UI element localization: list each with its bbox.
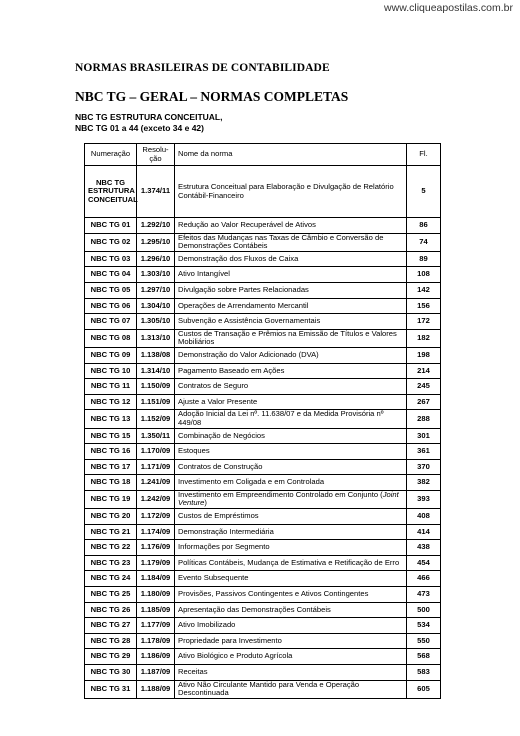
cell-resolucao: 1.305/10 — [137, 314, 175, 330]
cell-resolucao: 1.297/10 — [137, 282, 175, 298]
cell-numeracao: NBC TG ESTRUTURA CONCEITUAL — [85, 166, 137, 218]
cell-resolucao: 1.151/09 — [137, 394, 175, 410]
cell-resolucao: 1.374/11 — [137, 166, 175, 218]
cell-nome — [175, 410, 407, 428]
cell-resolucao: 1.180/09 — [137, 587, 175, 603]
cell-resolucao: 1.150/09 — [137, 379, 175, 395]
cell-resolucao: 1.176/09 — [137, 540, 175, 556]
nome-text: Custos de Empréstimos — [178, 511, 259, 521]
table-row — [85, 602, 441, 618]
cell-numeracao: NBC TG 26 — [85, 602, 137, 618]
table-row — [85, 524, 441, 540]
table-row — [85, 665, 441, 681]
cell-numeracao: NBC TG 06 — [85, 298, 137, 314]
nome-text: Efeitos das Mudanças nas Taxas de Câmbio e Conversão de Demonstrações Contábeis — [178, 232, 384, 251]
cell-fl: 108 — [407, 267, 441, 283]
cell-numeracao: NBC TG 08 — [85, 329, 137, 347]
table-row — [85, 475, 441, 491]
table-row — [85, 347, 441, 363]
cell-fl: 605 — [407, 680, 441, 698]
table-row — [85, 649, 441, 665]
table-row — [85, 379, 441, 395]
table-row — [85, 459, 441, 475]
table-row — [85, 509, 441, 525]
table-row — [85, 444, 441, 460]
cell-resolucao: 1.184/09 — [137, 571, 175, 587]
cell-numeracao: NBC TG 25 — [85, 587, 137, 603]
cell-nome — [175, 428, 407, 444]
cell-nome — [175, 298, 407, 314]
cell-numeracao: NBC TG 21 — [85, 524, 137, 540]
cell-resolucao: 1.177/09 — [137, 618, 175, 634]
cell-nome — [175, 587, 407, 603]
cell-nome — [175, 282, 407, 298]
cell-numeracao: NBC TG 02 — [85, 233, 137, 251]
cell-numeracao: NBC TG 24 — [85, 571, 137, 587]
nome-text: Operações de Arrendamento Mercantil — [178, 300, 309, 310]
nome-text: Propriedade para Investimento — [178, 635, 282, 645]
cell-fl: 414 — [407, 524, 441, 540]
cell-nome — [175, 459, 407, 475]
table-row — [85, 233, 441, 251]
nome-text: Estrutura Conceitual para Elaboração e Divulgação de Relatório Contábil-Financeiro — [178, 181, 394, 200]
cell-fl: 583 — [407, 665, 441, 681]
cell-numeracao: NBC TG 20 — [85, 509, 137, 525]
table-row — [85, 410, 441, 428]
cell-fl: 5 — [407, 166, 441, 218]
cell-numeracao: NBC TG 11 — [85, 379, 137, 395]
cell-fl: 156 — [407, 298, 441, 314]
cell-nome — [175, 394, 407, 410]
table-row — [85, 633, 441, 649]
cell-nome — [175, 314, 407, 330]
cell-numeracao: NBC TG 07 — [85, 314, 137, 330]
cell-resolucao: 1.172/09 — [137, 509, 175, 525]
nome-text: Redução ao Valor Recuperável de Ativos — [178, 220, 316, 229]
standards-table — [84, 143, 441, 699]
cell-numeracao: NBC TG 13 — [85, 410, 137, 428]
nome-text: Ativo Biológico e Produto Agrícola — [178, 651, 293, 661]
nome-text: Receitas — [178, 667, 208, 676]
cell-numeracao: NBC TG 30 — [85, 665, 137, 681]
cell-fl: 301 — [407, 428, 441, 444]
table-row — [85, 571, 441, 587]
nome-text: Políticas Contábeis, Mudança de Estimativa e Retificação de Erro — [178, 557, 400, 567]
cell-numeracao: NBC TG 29 — [85, 649, 137, 665]
cell-fl: 198 — [407, 347, 441, 363]
document-subheading — [75, 112, 222, 134]
table-row — [85, 363, 441, 379]
cell-resolucao: 1.186/09 — [137, 649, 175, 665]
cell-fl: 382 — [407, 475, 441, 491]
cell-numeracao: NBC TG 16 — [85, 444, 137, 460]
nome-text: Adoção Inicial da Lei nº. 11.638/07 e da Medida Provisória nº 449/08 — [178, 409, 384, 427]
cell-numeracao: NBC TG 22 — [85, 540, 137, 556]
cell-numeracao: NBC TG 23 — [85, 555, 137, 571]
cell-numeracao: NBC TG 12 — [85, 394, 137, 410]
cell-resolucao: 1.138/08 — [137, 347, 175, 363]
cell-fl: 267 — [407, 394, 441, 410]
cell-nome — [175, 233, 407, 251]
cell-fl: 408 — [407, 509, 441, 525]
table-row — [85, 587, 441, 603]
cell-nome — [175, 329, 407, 347]
cell-fl: 86 — [407, 218, 441, 234]
cell-resolucao: 1.152/09 — [137, 410, 175, 428]
cell-resolucao: 1.171/09 — [137, 459, 175, 475]
cell-numeracao: NBC TG 05 — [85, 282, 137, 298]
document-heading: NORMAS BRASILEIRAS DE CONTABILIDADE — [75, 62, 330, 74]
cell-resolucao: 1.242/09 — [137, 490, 175, 508]
cell-fl: 454 — [407, 555, 441, 571]
cell-resolucao: 1.350/11 — [137, 428, 175, 444]
cell-resolucao: 1.174/09 — [137, 524, 175, 540]
table-row — [85, 680, 441, 698]
cell-numeracao: NBC TG 28 — [85, 633, 137, 649]
nome-text: Ativo Intangível — [178, 269, 230, 279]
cell-fl: 393 — [407, 490, 441, 508]
cell-nome — [175, 571, 407, 587]
cell-resolucao: 1.241/09 — [137, 475, 175, 491]
table-row — [85, 298, 441, 314]
cell-fl: 473 — [407, 587, 441, 603]
cell-numeracao: NBC TG 01 — [85, 218, 137, 234]
header-numeracao: Numeração — [85, 144, 137, 166]
cell-numeracao: NBC TG 31 — [85, 680, 137, 698]
site-watermark: www.cliqueapostilas.com.br — [384, 2, 513, 14]
table-row — [85, 555, 441, 571]
table-row — [85, 540, 441, 556]
nome-text: Ajuste a Valor Presente — [178, 396, 258, 406]
subheading-line-1: NBC TG ESTRUTURA CONCEITUAL, — [75, 112, 223, 122]
cell-nome — [175, 602, 407, 618]
header-resolucao: Resolu-ção — [137, 144, 175, 166]
cell-fl: 89 — [407, 251, 441, 267]
cell-fl: 550 — [407, 633, 441, 649]
nome-text: Informações por Segmento — [178, 542, 270, 552]
nome-text: Investimento em Coligada e em Controlada — [178, 477, 325, 487]
table-row — [85, 251, 441, 267]
table-row — [85, 329, 441, 347]
cell-nome — [175, 444, 407, 460]
cell-resolucao: 1.314/10 — [137, 363, 175, 379]
cell-resolucao: 1.178/09 — [137, 633, 175, 649]
cell-numeracao: NBC TG 18 — [85, 475, 137, 491]
nome-text: Combinação de Negócios — [178, 430, 265, 440]
cell-nome — [175, 665, 407, 681]
cell-fl: 500 — [407, 602, 441, 618]
cell-numeracao: NBC TG 04 — [85, 267, 137, 283]
cell-nome — [175, 347, 407, 363]
cell-numeracao: NBC TG 09 — [85, 347, 137, 363]
document-title: NBC TG – GERAL – NORMAS COMPLETAS — [75, 89, 349, 104]
nome-italic-text: Joint Venture — [178, 489, 399, 508]
cell-nome — [175, 218, 407, 234]
table-row — [85, 394, 441, 410]
cell-fl: 288 — [407, 410, 441, 428]
nome-text: Ativo Não Circulante Mantido para Venda e Operação Descontinuada — [178, 679, 360, 698]
nome-text: Custos de Transação e Prêmios na Emissão de Títulos e Valores Mobiliários — [178, 328, 397, 347]
cell-fl: 370 — [407, 459, 441, 475]
nome-text: Demonstração do Valor Adicionado (DVA) — [178, 349, 319, 359]
cell-nome — [175, 680, 407, 698]
cell-numeracao: NBC TG 17 — [85, 459, 137, 475]
table-row — [85, 166, 441, 218]
cell-nome — [175, 363, 407, 379]
cell-fl: 182 — [407, 329, 441, 347]
cell-nome — [175, 555, 407, 571]
nome-text: Evento Subsequente — [178, 573, 249, 583]
cell-numeracao: NBC TG 15 — [85, 428, 137, 444]
cell-resolucao: 1.303/10 — [137, 267, 175, 283]
cell-nome — [175, 166, 407, 218]
table-row — [85, 218, 441, 234]
nome-text: Provisões, Passivos Contingentes e Ativos Contingentes — [178, 589, 369, 599]
cell-nome — [175, 490, 407, 508]
nome-text: Contratos de Seguro — [178, 381, 249, 391]
cell-resolucao: 1.296/10 — [137, 251, 175, 267]
cell-nome — [175, 379, 407, 395]
cell-resolucao: 1.187/09 — [137, 665, 175, 681]
cell-fl: 214 — [407, 363, 441, 379]
table-row — [85, 490, 441, 508]
nome-text: Apresentação das Demonstrações Contábeis — [178, 604, 331, 614]
cell-nome — [175, 649, 407, 665]
cell-fl: 172 — [407, 314, 441, 330]
table-row — [85, 267, 441, 283]
cell-nome — [175, 251, 407, 267]
table-body — [85, 166, 441, 699]
cell-fl: 361 — [407, 444, 441, 460]
cell-numeracao: NBC TG 03 — [85, 251, 137, 267]
table-row — [85, 618, 441, 634]
nome-text: Demonstração Intermediária — [178, 526, 274, 536]
cell-fl: 142 — [407, 282, 441, 298]
cell-numeracao: NBC TG 19 — [85, 490, 137, 508]
cell-nome — [175, 475, 407, 491]
cell-fl: 74 — [407, 233, 441, 251]
cell-fl: 438 — [407, 540, 441, 556]
cell-resolucao: 1.292/10 — [137, 218, 175, 234]
table-row — [85, 282, 441, 298]
cell-resolucao: 1.170/09 — [137, 444, 175, 460]
cell-resolucao: 1.179/09 — [137, 555, 175, 571]
nome-text: Pagamento Baseado em Ações — [178, 365, 285, 375]
nome-text: Demonstração dos Fluxos de Caixa — [178, 253, 299, 263]
cell-numeracao: NBC TG 10 — [85, 363, 137, 379]
cell-nome — [175, 633, 407, 649]
nome-end-text: ) — [204, 498, 207, 508]
nome-text: Estoques — [178, 446, 210, 456]
nome-text: Subvenção e Assistência Governamentais — [178, 316, 321, 326]
table-row — [85, 314, 441, 330]
header-fl: Fl. — [407, 144, 441, 166]
cell-nome — [175, 267, 407, 283]
nome-text: Investimento em Empreendimento Controlado em Conjunto ( — [178, 489, 383, 499]
cell-fl: 534 — [407, 618, 441, 634]
cell-numeracao: NBC TG 27 — [85, 618, 137, 634]
cell-resolucao: 1.188/09 — [137, 680, 175, 698]
cell-nome — [175, 540, 407, 556]
cell-resolucao: 1.295/10 — [137, 233, 175, 251]
header-nome: Nome da norma — [175, 144, 407, 166]
nome-text: Ativo Imobilizado — [178, 620, 236, 630]
cell-resolucao: 1.185/09 — [137, 602, 175, 618]
nome-text: Contratos de Construção — [178, 461, 263, 471]
table-row — [85, 428, 441, 444]
table-header-row — [85, 144, 441, 166]
cell-resolucao: 1.304/10 — [137, 298, 175, 314]
nome-text: Divulgação sobre Partes Relacionadas — [178, 284, 309, 294]
cell-resolucao: 1.313/10 — [137, 329, 175, 347]
cell-nome — [175, 509, 407, 525]
cell-nome — [175, 524, 407, 540]
cell-fl: 466 — [407, 571, 441, 587]
cell-fl: 245 — [407, 379, 441, 395]
cell-nome — [175, 618, 407, 634]
cell-fl: 568 — [407, 649, 441, 665]
subheading-line-2: NBC TG 01 a 44 (exceto 34 e 42) — [75, 123, 204, 133]
